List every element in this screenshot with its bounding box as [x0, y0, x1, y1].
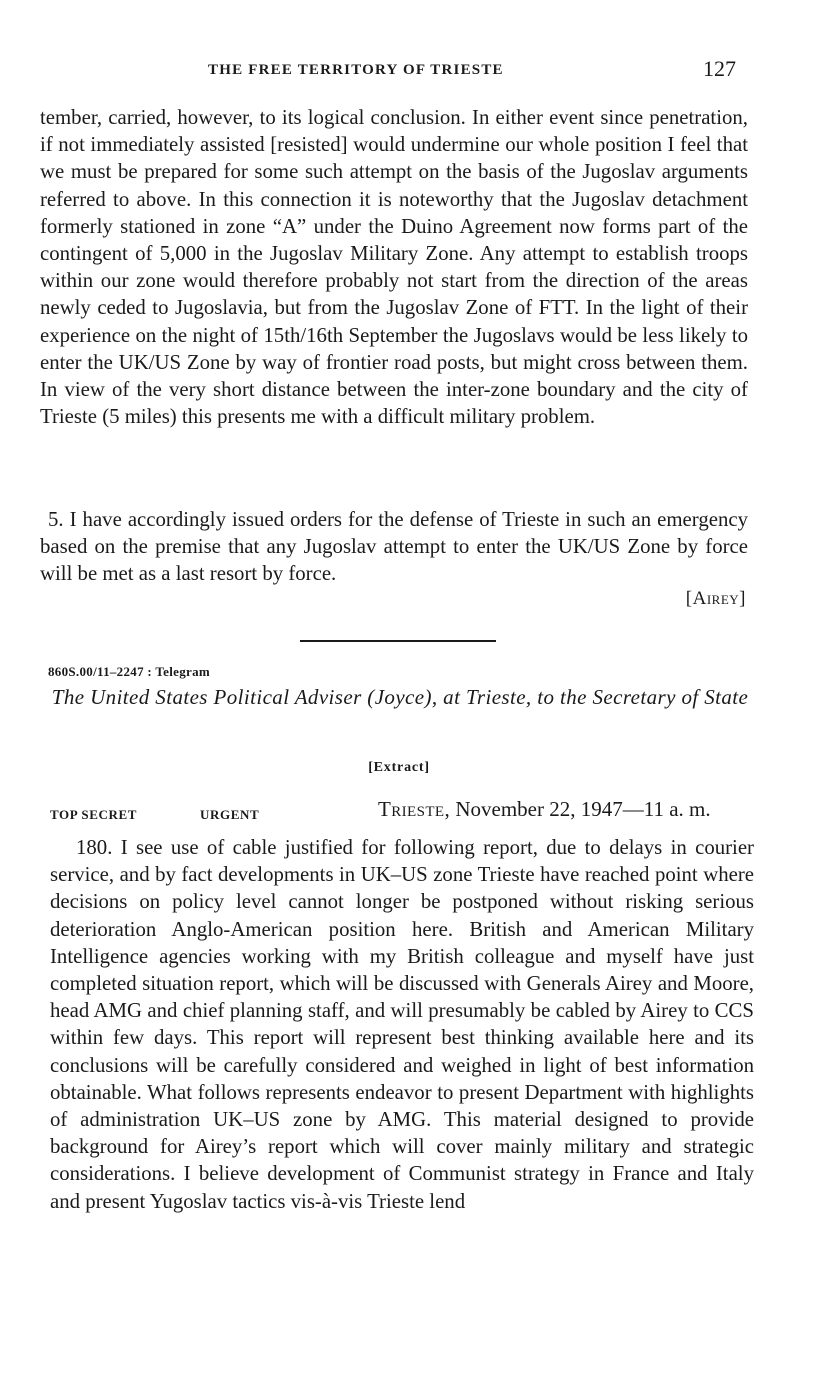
classification-label: TOP SECRET: [50, 807, 138, 822]
page-header: [0, 56, 838, 86]
page-number: 127: [703, 56, 736, 81]
document-title: The United States Political Adviser (Joyce), at Trieste, to the Secretary of State: [51, 685, 749, 709]
dateline: [378, 797, 711, 822]
body-paragraph-1: tember, carried, however, to its logical conclusion. In either event since penetration, if not immediately assisted [resisted] would undermine our whole position I feel that we must be prepared for some such attempt on the basis of the Jugoslav arguments referred to above. In this connection it is noteworthy that the Jugoslav detachment formerly stationed in zone “A” under the Duino Agreement now forms part of the contingent of 5,000 in the Jugoslav Military Zone. Any attempt to establish troops within our zone would therefore probably not start from the direction of the areas newly ceded to Jugoslavia, but from the Jugoslav Zone of FTT. In the light of their experience on the night of 15th/16th September the Jugoslavs would be less likely to enter the UK/US Zone by way of frontier road posts, but might cross between them. In view of the very short distance between the inter-zone boundary and the city of Trieste (5 miles) this presents me with a difficult military problem.: [40, 106, 748, 429]
extract-label: [Extract]: [368, 760, 430, 775]
document-reference: 860S.00/11–2247 : Telegram: [48, 664, 210, 679]
telegram-paragraph: 180. I see use of cable justified for following report, due to delays in courier service, and by fact developments in UK–US zone Trieste have reached point where decisions on policy level cannot longer be postponed without risking serious deterioration Anglo-American position here. British and American Military Intelligence agencies working with my British colleague and myself have just completed situation report, which will be discussed with Generals Airey and Moore, head AMG and chief planning staff, and will presumably be cabled by Airey to CCS within few days. This report will represent best thinking available here and its conclusions will be carefully considered and weighed in light of best information obtainable. What follows represents endeavor to present Department with highlights of administration UK–US zone by AMG. This material designed to provide background for Airey’s report which will cover mainly military and strategic considerations. I believe development of Communist strategy in France and Italy and present Yugoslav tactics vis-à-vis Trieste lend: [50, 836, 754, 1213]
signature: [Airey]: [685, 588, 746, 609]
dateline-place: Trieste,: [378, 797, 451, 821]
priority-label: URGENT: [200, 807, 260, 822]
section-divider: [300, 640, 496, 642]
running-title: THE FREE TERRITORY OF TRIESTE: [208, 62, 504, 78]
dateline-date: November 22, 1947—11 a. m.: [455, 797, 711, 821]
body-paragraph-2: 5. I have accordingly issued orders for the defense of Trieste in such an emergency based on the premise that any Jugoslav attempt to enter the UK/US Zone by force will be met as a last resort by force.: [40, 508, 748, 586]
